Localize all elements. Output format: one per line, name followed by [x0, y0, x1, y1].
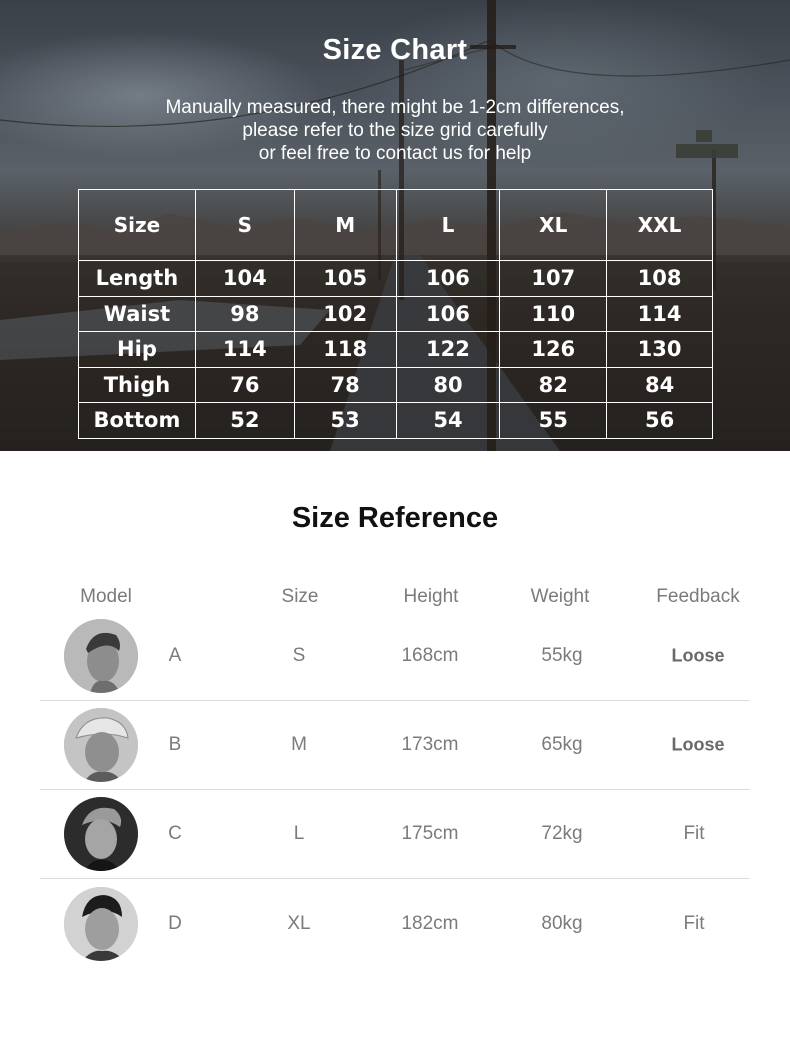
column-header-weight: Weight	[530, 586, 590, 607]
model-size: XL	[287, 912, 311, 934]
column-header: M	[294, 190, 396, 261]
size-chart-header-row	[79, 190, 713, 261]
size-chart-section	[0, 0, 790, 451]
model-size: M	[291, 734, 307, 755]
model-size: S	[292, 645, 306, 666]
table-row	[79, 367, 713, 403]
model-name: C	[168, 823, 182, 844]
model-weight: 80kg	[541, 912, 583, 934]
model-row	[40, 879, 750, 968]
model-row	[40, 701, 750, 790]
model-portrait-image	[64, 619, 138, 693]
table-row	[79, 261, 713, 297]
size-chart-title: Size Chart	[322, 34, 468, 66]
table-cell: 105	[294, 261, 396, 297]
size-chart-table	[78, 189, 713, 439]
model-height: 175cm	[401, 823, 459, 844]
table-row	[79, 296, 713, 332]
measurement-note	[0, 96, 790, 165]
measurement-label: Waist	[79, 296, 196, 332]
table-cell: 55	[500, 403, 607, 439]
model-weight: 65kg	[541, 734, 583, 755]
table-cell: 126	[500, 332, 607, 368]
table-cell: 76	[195, 367, 294, 403]
column-header: Size	[79, 190, 196, 261]
model-feedback: Loose	[671, 734, 725, 755]
model-weight: 72kg	[541, 823, 583, 844]
table-cell: 108	[607, 261, 713, 297]
model-weight: 55kg	[541, 645, 583, 666]
table-cell: 56	[607, 403, 713, 439]
table-cell: 118	[294, 332, 396, 368]
column-header: XL	[500, 190, 607, 261]
model-name: D	[168, 912, 182, 934]
table-cell: 54	[396, 403, 500, 439]
avatar	[64, 708, 138, 782]
column-header: S	[195, 190, 294, 261]
model-name: A	[168, 645, 182, 666]
column-header-height: Height	[403, 586, 459, 607]
table-cell: 106	[396, 261, 500, 297]
note-line: please refer to the size grid carefully	[242, 120, 548, 141]
model-feedback: Fit	[683, 912, 705, 934]
table-cell: 82	[500, 367, 607, 403]
table-row	[79, 403, 713, 439]
table-cell: 106	[396, 296, 500, 332]
table-cell: 53	[294, 403, 396, 439]
table-cell: 122	[396, 332, 500, 368]
table-cell: 114	[607, 296, 713, 332]
model-height: 182cm	[401, 912, 459, 934]
table-cell: 107	[500, 261, 607, 297]
note-line: Manually measured, there might be 1-2cm differences,	[165, 97, 625, 118]
column-header: XXL	[607, 190, 713, 261]
measurement-label: Bottom	[79, 403, 196, 439]
model-height: 173cm	[401, 734, 459, 755]
model-feedback: Fit	[683, 823, 705, 844]
model-portrait-image	[64, 708, 138, 782]
table-cell: 114	[195, 332, 294, 368]
table-cell: 130	[607, 332, 713, 368]
note-line: or feel free to contact us for help	[258, 143, 532, 164]
size-reference-title: Size Reference	[291, 502, 499, 534]
table-cell: 104	[195, 261, 294, 297]
table-cell: 98	[195, 296, 294, 332]
table-cell: 80	[396, 367, 500, 403]
table-cell: 52	[195, 403, 294, 439]
table-cell: 110	[500, 296, 607, 332]
model-row	[40, 612, 750, 701]
avatar	[64, 797, 138, 871]
measurement-label: Hip	[79, 332, 196, 368]
measurement-label: Length	[79, 261, 196, 297]
model-row	[40, 790, 750, 879]
table-cell: 84	[607, 367, 713, 403]
model-height: 168cm	[401, 645, 459, 666]
model-portrait-image	[64, 887, 138, 961]
table-row	[79, 332, 713, 368]
table-cell: 102	[294, 296, 396, 332]
model-feedback: Loose	[671, 645, 725, 666]
model-size: L	[293, 823, 305, 844]
column-header-model: Model	[80, 586, 132, 607]
avatar	[64, 619, 138, 693]
column-header-size: Size	[281, 586, 319, 607]
measurement-label: Thigh	[79, 367, 196, 403]
avatar	[64, 887, 138, 961]
column-header: L	[396, 190, 500, 261]
table-cell: 78	[294, 367, 396, 403]
model-name: B	[168, 734, 182, 755]
column-header-feedback: Feedback	[656, 586, 740, 607]
model-portrait-image	[64, 797, 138, 871]
